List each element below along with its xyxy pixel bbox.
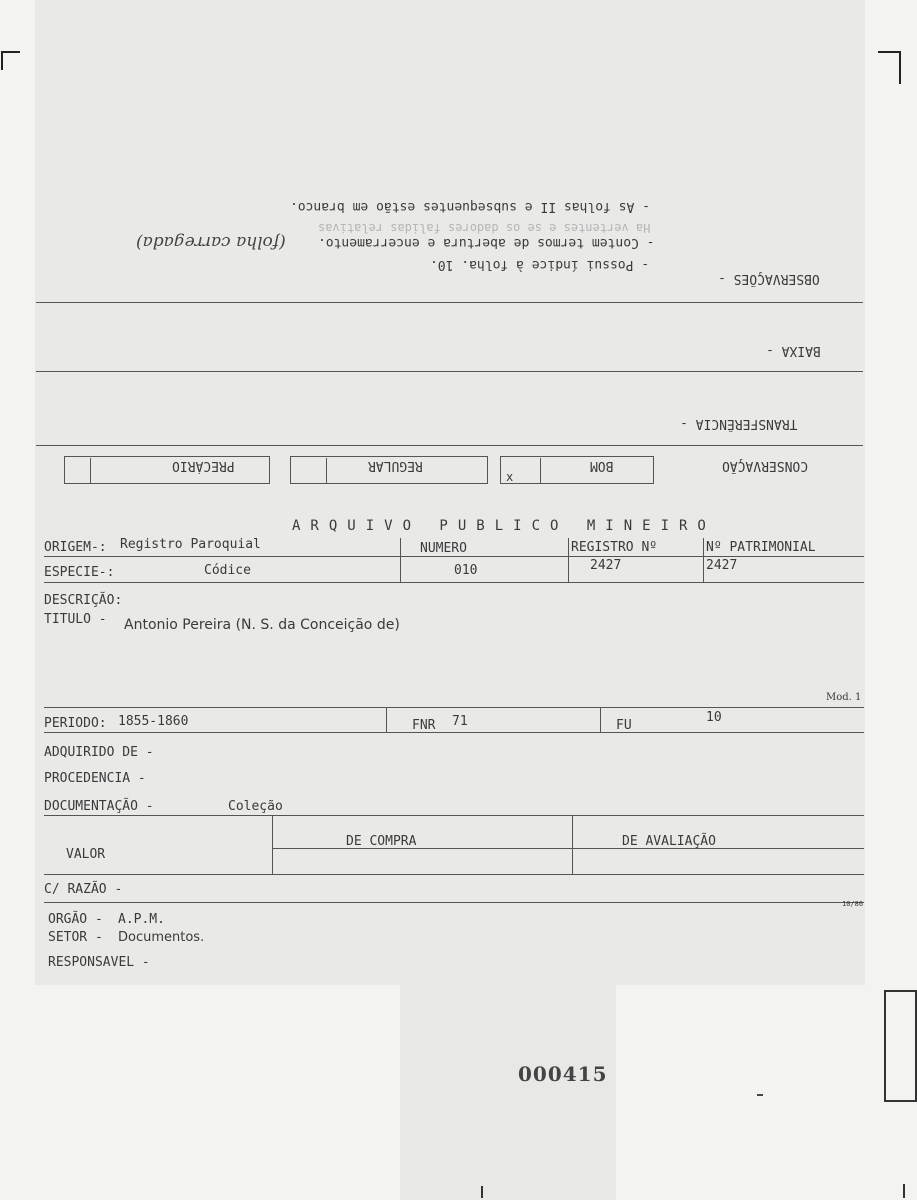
origem-label: ORIGEM-: <box>44 540 107 555</box>
edge-mark <box>757 1094 763 1096</box>
divider <box>44 707 864 708</box>
setor-value: Documentos. <box>118 930 205 945</box>
obs-faded: Ha vertentes e se os dadores falidas relativas <box>318 221 651 235</box>
periodo-label: PERIODO: <box>44 716 107 731</box>
conservacao-label: CONSERVAÇÃO <box>722 458 809 473</box>
archive-header: ARQUIVO PUBLICO MINEIRO <box>292 518 716 534</box>
crop-mark-top-right <box>878 50 904 84</box>
conservacao-bom-box <box>500 456 654 484</box>
conservacao-regular: REGULAR <box>368 458 423 473</box>
checkbox-divider <box>540 458 541 484</box>
adquirido-label: ADQUIRIDO DE - <box>44 745 154 760</box>
divider <box>36 371 863 372</box>
mod-label: Mod. 1 <box>826 692 862 703</box>
responsavel-label: RESPONSAVEL - <box>48 955 150 970</box>
patrimonial-value: 2427 <box>706 558 738 573</box>
obs-line3: - As folhas II e subsequentes estão em branco. <box>290 199 651 214</box>
titulo-value: Antonio Pereira (N. S. da Conceição de) <box>124 617 400 633</box>
obs-line2: - Contem termos de abertura e encerramento. <box>318 235 655 250</box>
procedencia-label: PROCEDENCIA - <box>44 771 146 786</box>
orgao-value: A.P.M. <box>118 912 165 927</box>
valor-label: VALOR <box>66 847 106 862</box>
especie-label: ESPECIE-: <box>44 565 115 580</box>
edge-mark <box>903 1184 905 1198</box>
obs-label: OBSERVAÇÕES - <box>718 271 820 286</box>
crop-mark-top-left <box>0 50 20 70</box>
valor-avaliacao: DE AVALIAÇÃO <box>622 834 716 849</box>
form-code: 10/86 <box>842 900 864 908</box>
origem-value: Registro Paroquial <box>120 537 261 552</box>
patrimonial-label: Nº PATRIMONIAL <box>706 540 816 555</box>
edge-mark <box>481 1186 483 1198</box>
conservacao-bom: BOM <box>590 458 614 473</box>
fnr-label: FNR <box>412 718 436 733</box>
documentacao-value: Coleção <box>228 799 283 814</box>
documentacao-label: DOCUMENTAÇÃO - <box>44 799 154 814</box>
titulo-label: TITULO - <box>44 612 107 627</box>
conservacao-precario: PRECÁRIO <box>172 458 235 473</box>
stamp-number: 000415 <box>518 1062 608 1086</box>
side-frame <box>884 990 917 1102</box>
obs-line1: - Possui índice à folha. 10. <box>430 257 650 272</box>
especie-value: Códice <box>204 563 251 578</box>
numero-label: NUMERO <box>420 541 467 556</box>
column-divider <box>400 538 401 582</box>
stamp-area <box>400 985 616 1200</box>
column-divider <box>600 708 601 732</box>
registro-label: REGISTRO Nº <box>571 540 658 555</box>
orgao-label: ORGÃO - <box>48 912 103 927</box>
column-divider <box>272 815 273 874</box>
divider <box>44 874 864 875</box>
divider <box>44 556 864 557</box>
fu-label: FU <box>616 718 632 733</box>
column-divider <box>568 538 569 582</box>
descricao-label: DESCRIÇÃO: <box>44 593 123 608</box>
checkbox-divider <box>90 458 91 484</box>
fu-value: 10 <box>706 710 722 725</box>
divider <box>44 902 864 903</box>
column-divider <box>572 815 573 874</box>
column-divider <box>703 538 704 582</box>
conservacao-precario-box <box>64 456 270 484</box>
registro-value: 2427 <box>590 558 622 573</box>
periodo-value: 1855-1860 <box>118 714 189 729</box>
numero-value: 010 <box>454 563 478 578</box>
catalog-card <box>35 0 865 985</box>
fnr-value: 71 <box>452 714 468 729</box>
divider <box>44 582 864 583</box>
transferencia-label: TRANSFERÊNCIA - <box>680 416 798 431</box>
divider <box>36 302 863 303</box>
razao-label: C/ RAZÃO - <box>44 882 123 897</box>
checkbox-divider <box>326 458 327 484</box>
valor-compra: DE COMPRA <box>346 834 417 849</box>
divider <box>44 815 864 816</box>
divider <box>36 445 863 446</box>
column-divider <box>386 708 387 732</box>
divider <box>272 848 864 849</box>
baixa-label: BAIXA - <box>766 343 821 358</box>
divider <box>44 732 864 733</box>
obs-handwritten-note: (folha carregada) <box>136 232 286 252</box>
conservacao-mark: x <box>506 470 514 484</box>
setor-label: SETOR - <box>48 930 103 945</box>
